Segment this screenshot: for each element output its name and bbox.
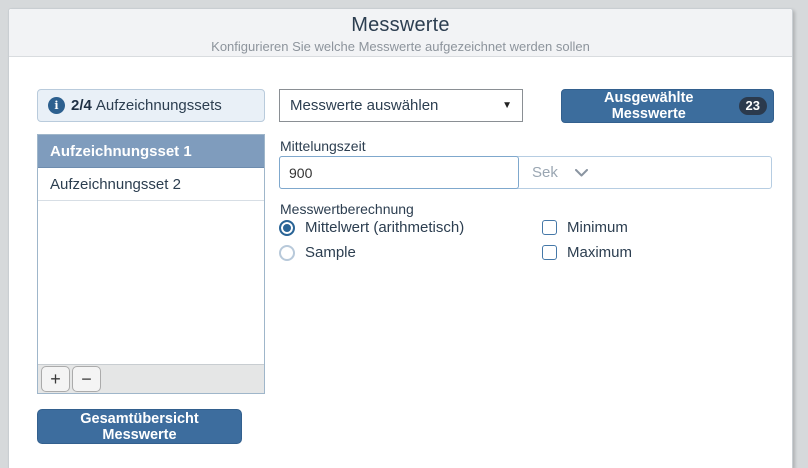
radio-sample[interactable] (279, 244, 356, 261)
unit-value: Sek (532, 164, 558, 181)
page-title: Messwerte (351, 14, 450, 36)
checkbox-maximum[interactable] (542, 244, 632, 261)
remove-set-button[interactable]: − (72, 366, 101, 392)
radio-unselected-icon[interactable] (279, 245, 295, 261)
radio-selected-icon[interactable] (279, 220, 295, 236)
info-icon: i (48, 97, 65, 114)
checkbox-icon[interactable] (542, 220, 557, 235)
checkbox-icon[interactable] (542, 245, 557, 260)
overview-messwerte-button[interactable]: Gesamtübersicht Messwerte (37, 409, 242, 444)
unit-select[interactable] (519, 157, 588, 188)
radio-mittelwert-label[interactable]: Mittelwert (arithmetisch) (305, 219, 465, 236)
panel-header (9, 9, 792, 57)
calculation-label: Messwertberechnung (280, 201, 414, 217)
radio-mittelwert[interactable] (279, 219, 464, 236)
messwerte-select-dropdown[interactable] (279, 89, 523, 122)
averaging-time-input[interactable] (279, 156, 519, 189)
checkbox-maximum-label[interactable]: Maximum (567, 244, 633, 261)
radio-sample-label[interactable]: Sample (305, 244, 356, 261)
recording-set-list (37, 134, 265, 394)
selected-count-badge: 23 (739, 97, 767, 115)
page-subtitle: Konfigurieren Sie welche Messwerte aufgezeichnet werden sollen (211, 39, 590, 54)
messwerte-select-value: Messwerte auswählen (290, 97, 439, 114)
add-set-button[interactable]: + (41, 366, 70, 392)
messwerte-panel (8, 8, 793, 468)
selected-messwerte-button[interactable] (561, 89, 774, 123)
list-item-aufzeichnungsset-1[interactable]: Aufzeichnungsset 1 (38, 135, 264, 168)
averaging-time-label: Mittelungszeit (280, 138, 366, 154)
dropdown-arrow-icon: ▼ (502, 100, 512, 111)
averaging-time-group (279, 156, 772, 189)
recording-sets-count: 2/4 (71, 97, 92, 114)
list-item-aufzeichnungsset-2[interactable]: Aufzeichnungsset 2 (38, 168, 264, 201)
selected-messwerte-label: Ausgewählte Messwerte (604, 90, 694, 122)
recording-sets-label: Aufzeichnungssets (95, 97, 222, 114)
checkbox-minimum-label[interactable]: Minimum (567, 219, 628, 236)
list-toolbar (38, 364, 264, 393)
recording-sets-counter (37, 89, 265, 122)
checkbox-minimum[interactable] (542, 219, 628, 236)
chevron-down-icon (575, 169, 588, 177)
